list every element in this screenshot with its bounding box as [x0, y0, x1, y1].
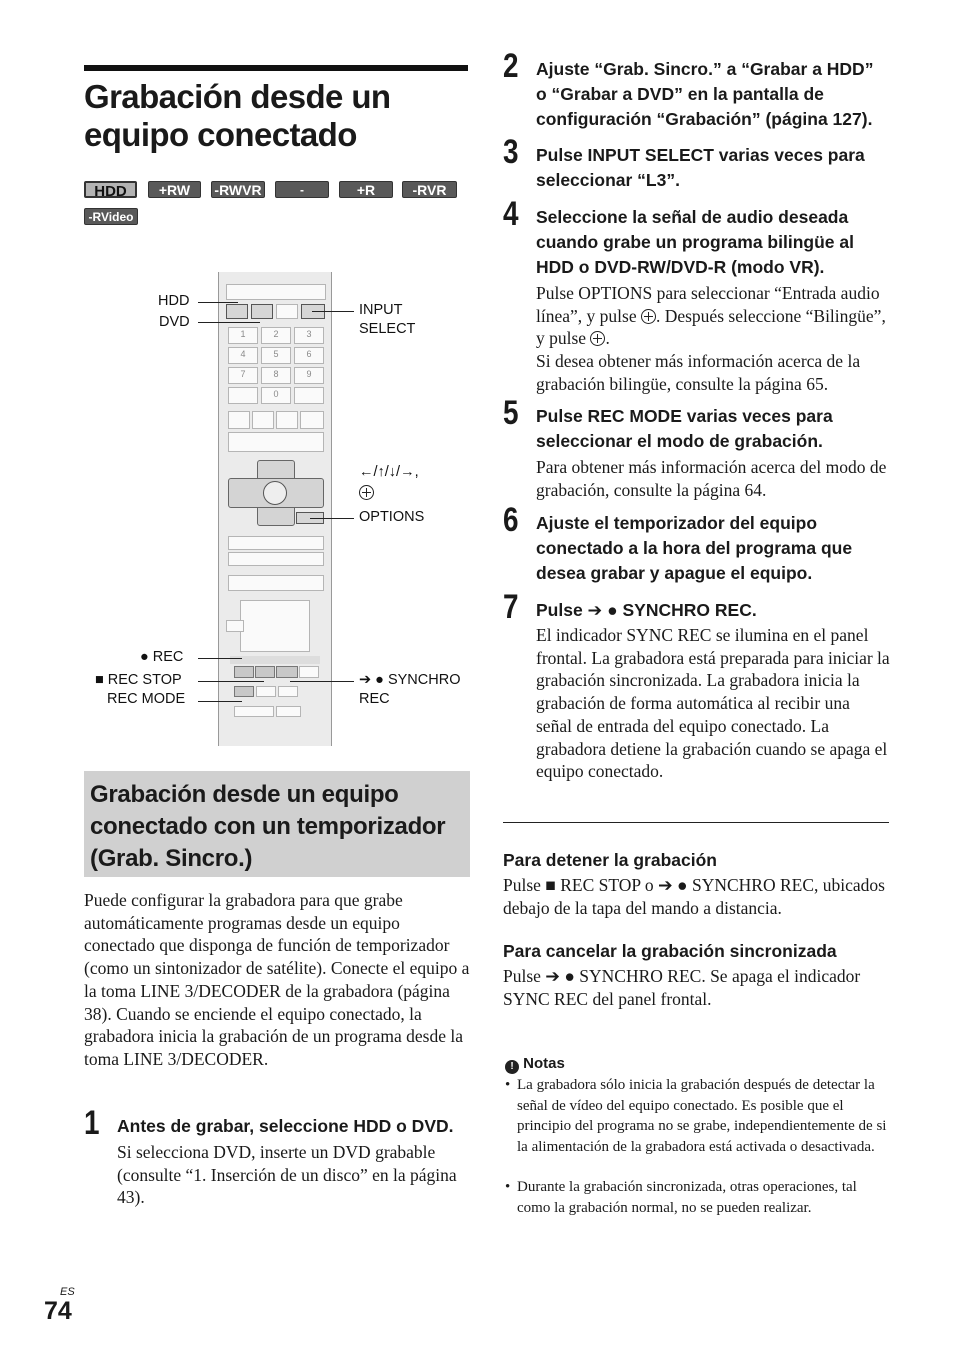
badge-hdd: HDD [84, 181, 137, 198]
remote-button-misc-2 [256, 686, 276, 697]
label-hdd: HDD [158, 293, 190, 309]
leader-dvd [198, 322, 260, 323]
step-2-heading: Ajuste “Grab. Sincro.” a “Grabar a HDD” o “Grabar a DVD” en la pantalla de configuración “Grabación” (página 127). [536, 59, 874, 129]
remote-menu-row [228, 432, 324, 452]
remote-transport-row-2 [228, 552, 324, 566]
note-text: Durante la grabación sincronizada, otras operaciones, tal como la grabación normal, no se pueden realizar. [517, 1179, 857, 1216]
remote-color-d [300, 411, 324, 429]
leader-rec [198, 658, 242, 659]
stop-body: Pulse ■ REC STOP o ➔ ● SYNCHRO REC, ubicados debajo de la tapa del mando a distancia. [503, 875, 885, 918]
remote-rec-mode-button [234, 686, 254, 697]
leader-rec-stop [198, 681, 264, 682]
leader-hdd [198, 302, 238, 303]
step-2-number: 2 [503, 47, 519, 85]
badge-plus-r: +R [339, 181, 393, 198]
remote-rec-stop-button [255, 666, 275, 678]
remote-key-blank [228, 387, 258, 404]
step-7-number: 7 [503, 588, 519, 626]
remote-button-misc [299, 666, 319, 678]
stop-heading: Para detener la grabación [503, 850, 717, 870]
remote-button-misc-3 [278, 686, 298, 697]
remote-digit-7: 7 [228, 367, 258, 384]
step-4-body-a: Pulse OPTIONS para seleccionar “Entrada audio línea”, y pulse [536, 283, 880, 326]
notes-heading [505, 1054, 565, 1074]
step-5-body: Para obtener más información acerca del modo de grabación, consulte la página 64. [536, 457, 887, 500]
remote-transport-row-1 [228, 536, 324, 550]
note-text: La grabadora sólo inicia la grabación después de detectar la señal de vídeo del equipo conectado. Es posible que el principio del programa no se grabe, independientemente de si la alimentación de la grabadora está activada o desactivada. [517, 1077, 887, 1155]
notes-icon: ǃ [505, 1060, 519, 1074]
step-7-heading: Pulse ➔ ● SYNCHRO REC. [536, 600, 757, 620]
leader-input-select [312, 311, 354, 312]
remote-digit-3: 3 [294, 327, 324, 344]
remote-digit-9: 9 [294, 367, 324, 384]
remote-color-a [228, 411, 250, 429]
enter-icon [641, 309, 656, 324]
enter-icon [359, 485, 374, 503]
badge-r-video: -RVideo [84, 208, 138, 225]
remote-digit-4: 4 [228, 347, 258, 364]
remote-digit-1: 1 [228, 327, 258, 344]
badge-rw-video: -RWVideo [276, 183, 329, 214]
label-rec: ● REC [140, 649, 184, 665]
page-language: ES [60, 1286, 75, 1298]
step-7-body: El indicador SYNC REC se ilumina en el panel frontal. La grabadora está preparada para iniciar la grabación sincronizada. La grabadora inicia la grabación de forma automática al recibir una señal de entrada del equipo conectado. La grabadora detiene la grabación cuando se apaga el equipo conectado. [536, 625, 890, 782]
step-4-body-d: Si desea obtener más información acerca de la grabación bilingüe, consulte la página 65. [536, 351, 861, 394]
step-4-body-c: . [605, 328, 610, 349]
remote-digit-0: 0 [261, 387, 291, 404]
remote-cover-edge [230, 656, 320, 664]
badge-plus-rw: +RW [148, 181, 201, 198]
label-synchro-1: ➔ ● SYNCHRO [359, 672, 461, 688]
leader-rec-mode [198, 701, 242, 702]
enter-icon [590, 331, 605, 346]
step-6-heading: Ajuste el temporizador del equipo conectado a la hora del programa que desea grabar y apague el equipo. [536, 513, 853, 583]
remote-color-c [276, 411, 298, 429]
label-rec-mode: REC MODE [107, 691, 186, 707]
remote-digit-6: 6 [294, 347, 324, 364]
step-5-heading: Pulse REC MODE varias veces para seleccionar el modo de grabación. [536, 406, 833, 451]
remote-blank-button [276, 304, 298, 319]
remote-rec-button [234, 666, 254, 678]
step-3-heading: Pulse INPUT SELECT varias veces para seleccionar “L3”. [536, 145, 865, 190]
remote-volume-channel [240, 600, 310, 652]
page-number: 74 [44, 1297, 72, 1325]
step-3-number: 3 [503, 133, 519, 171]
remote-transport-row-3 [228, 575, 324, 591]
section-divider [503, 822, 889, 823]
label-dvd: DVD [159, 314, 190, 330]
remote-synchro-rec-button [276, 666, 298, 678]
section-title: Grabación desde un equipo conectado con un temporizador (Grab. Sincro.) [90, 781, 446, 872]
remote-enter-button [263, 481, 287, 505]
note-item: • Durante la grabación sincronizada, otras operaciones, tal como la grabación normal, no se pueden realizar. [505, 1177, 890, 1218]
leader-synchro [290, 681, 354, 682]
label-input-select-1: INPUT [359, 302, 403, 318]
label-input-select-2: SELECT [359, 321, 416, 337]
cancel-body: Pulse ➔ ● SYNCHRO REC. Se apaga el indicador SYNC REC del panel frontal. [503, 966, 861, 1009]
step-1-number: 1 [84, 1104, 100, 1142]
remote-digit-2: 2 [261, 327, 291, 344]
note-item: • La grabadora sólo inicia la grabación después de detectar la señal de vídeo del equipo conectado. Es posible que el principio del programa no se grabe, independientemente de si la alimentación de la grabadora está activada o desactivada. [505, 1075, 890, 1157]
notes-heading-label: Notas [523, 1055, 565, 1072]
step-4-body-b: . Después seleccione “Bilingüe”, y pulse [536, 305, 886, 349]
step-4-heading: Seleccione la señal de audio deseada cuando grabe un programa bilingüe al HDD o DVD-RW/DVD-R (modo VR). [536, 207, 854, 277]
remote-color-b [252, 411, 274, 429]
remote-side-button [226, 620, 244, 632]
remote-dvd-button [251, 304, 273, 319]
intro-paragraph: Puede configurar la grabadora para que grabe automáticamente programas desde un equipo conectado que disponga de función de temporizador (como un sintonizador de satélite). Conecte el equipo a la toma LINE 3/DECODER de la grabadora (página 38). Cuando se enciende el equipo conectado, la grabadora inicia la grabación de un programa desde la toma LINE 3/DECODER. [84, 890, 470, 1069]
step-1-body: Si selecciona DVD, inserte un DVD grabable (consulte “1. Inserción de un disco” en la página 43). [117, 1142, 457, 1208]
label-options: OPTIONS [359, 509, 425, 525]
remote-button-misc-5 [276, 706, 301, 717]
step-4-number: 4 [503, 195, 519, 233]
remote-hdd-button [226, 304, 248, 319]
badge-r-vr: -RVR [402, 181, 457, 198]
step-6-number: 6 [503, 501, 519, 539]
badge-rw-vr: -RWVR [211, 181, 265, 198]
step-5-number: 5 [503, 394, 519, 432]
step-4-body [536, 282, 892, 396]
label-rec-stop: ■ REC STOP [95, 672, 182, 688]
title-rule [84, 65, 468, 71]
remote-digit-5: 5 [261, 347, 291, 364]
remote-digit-8: 8 [261, 367, 291, 384]
remote-top-row [226, 284, 326, 300]
label-synchro-2: REC [359, 691, 390, 707]
leader-options [310, 518, 354, 519]
page-title: Grabación desde un equipo conectado [84, 78, 391, 153]
step-1-heading: Antes de grabar, seleccione HDD o DVD. [117, 1116, 454, 1136]
remote-button-misc-4 [234, 706, 274, 717]
remote-key-blank-2 [294, 387, 324, 404]
cancel-heading: Para cancelar la grabación sincronizada [503, 941, 837, 961]
label-arrows: ←/↑/↓/→, [359, 464, 419, 480]
